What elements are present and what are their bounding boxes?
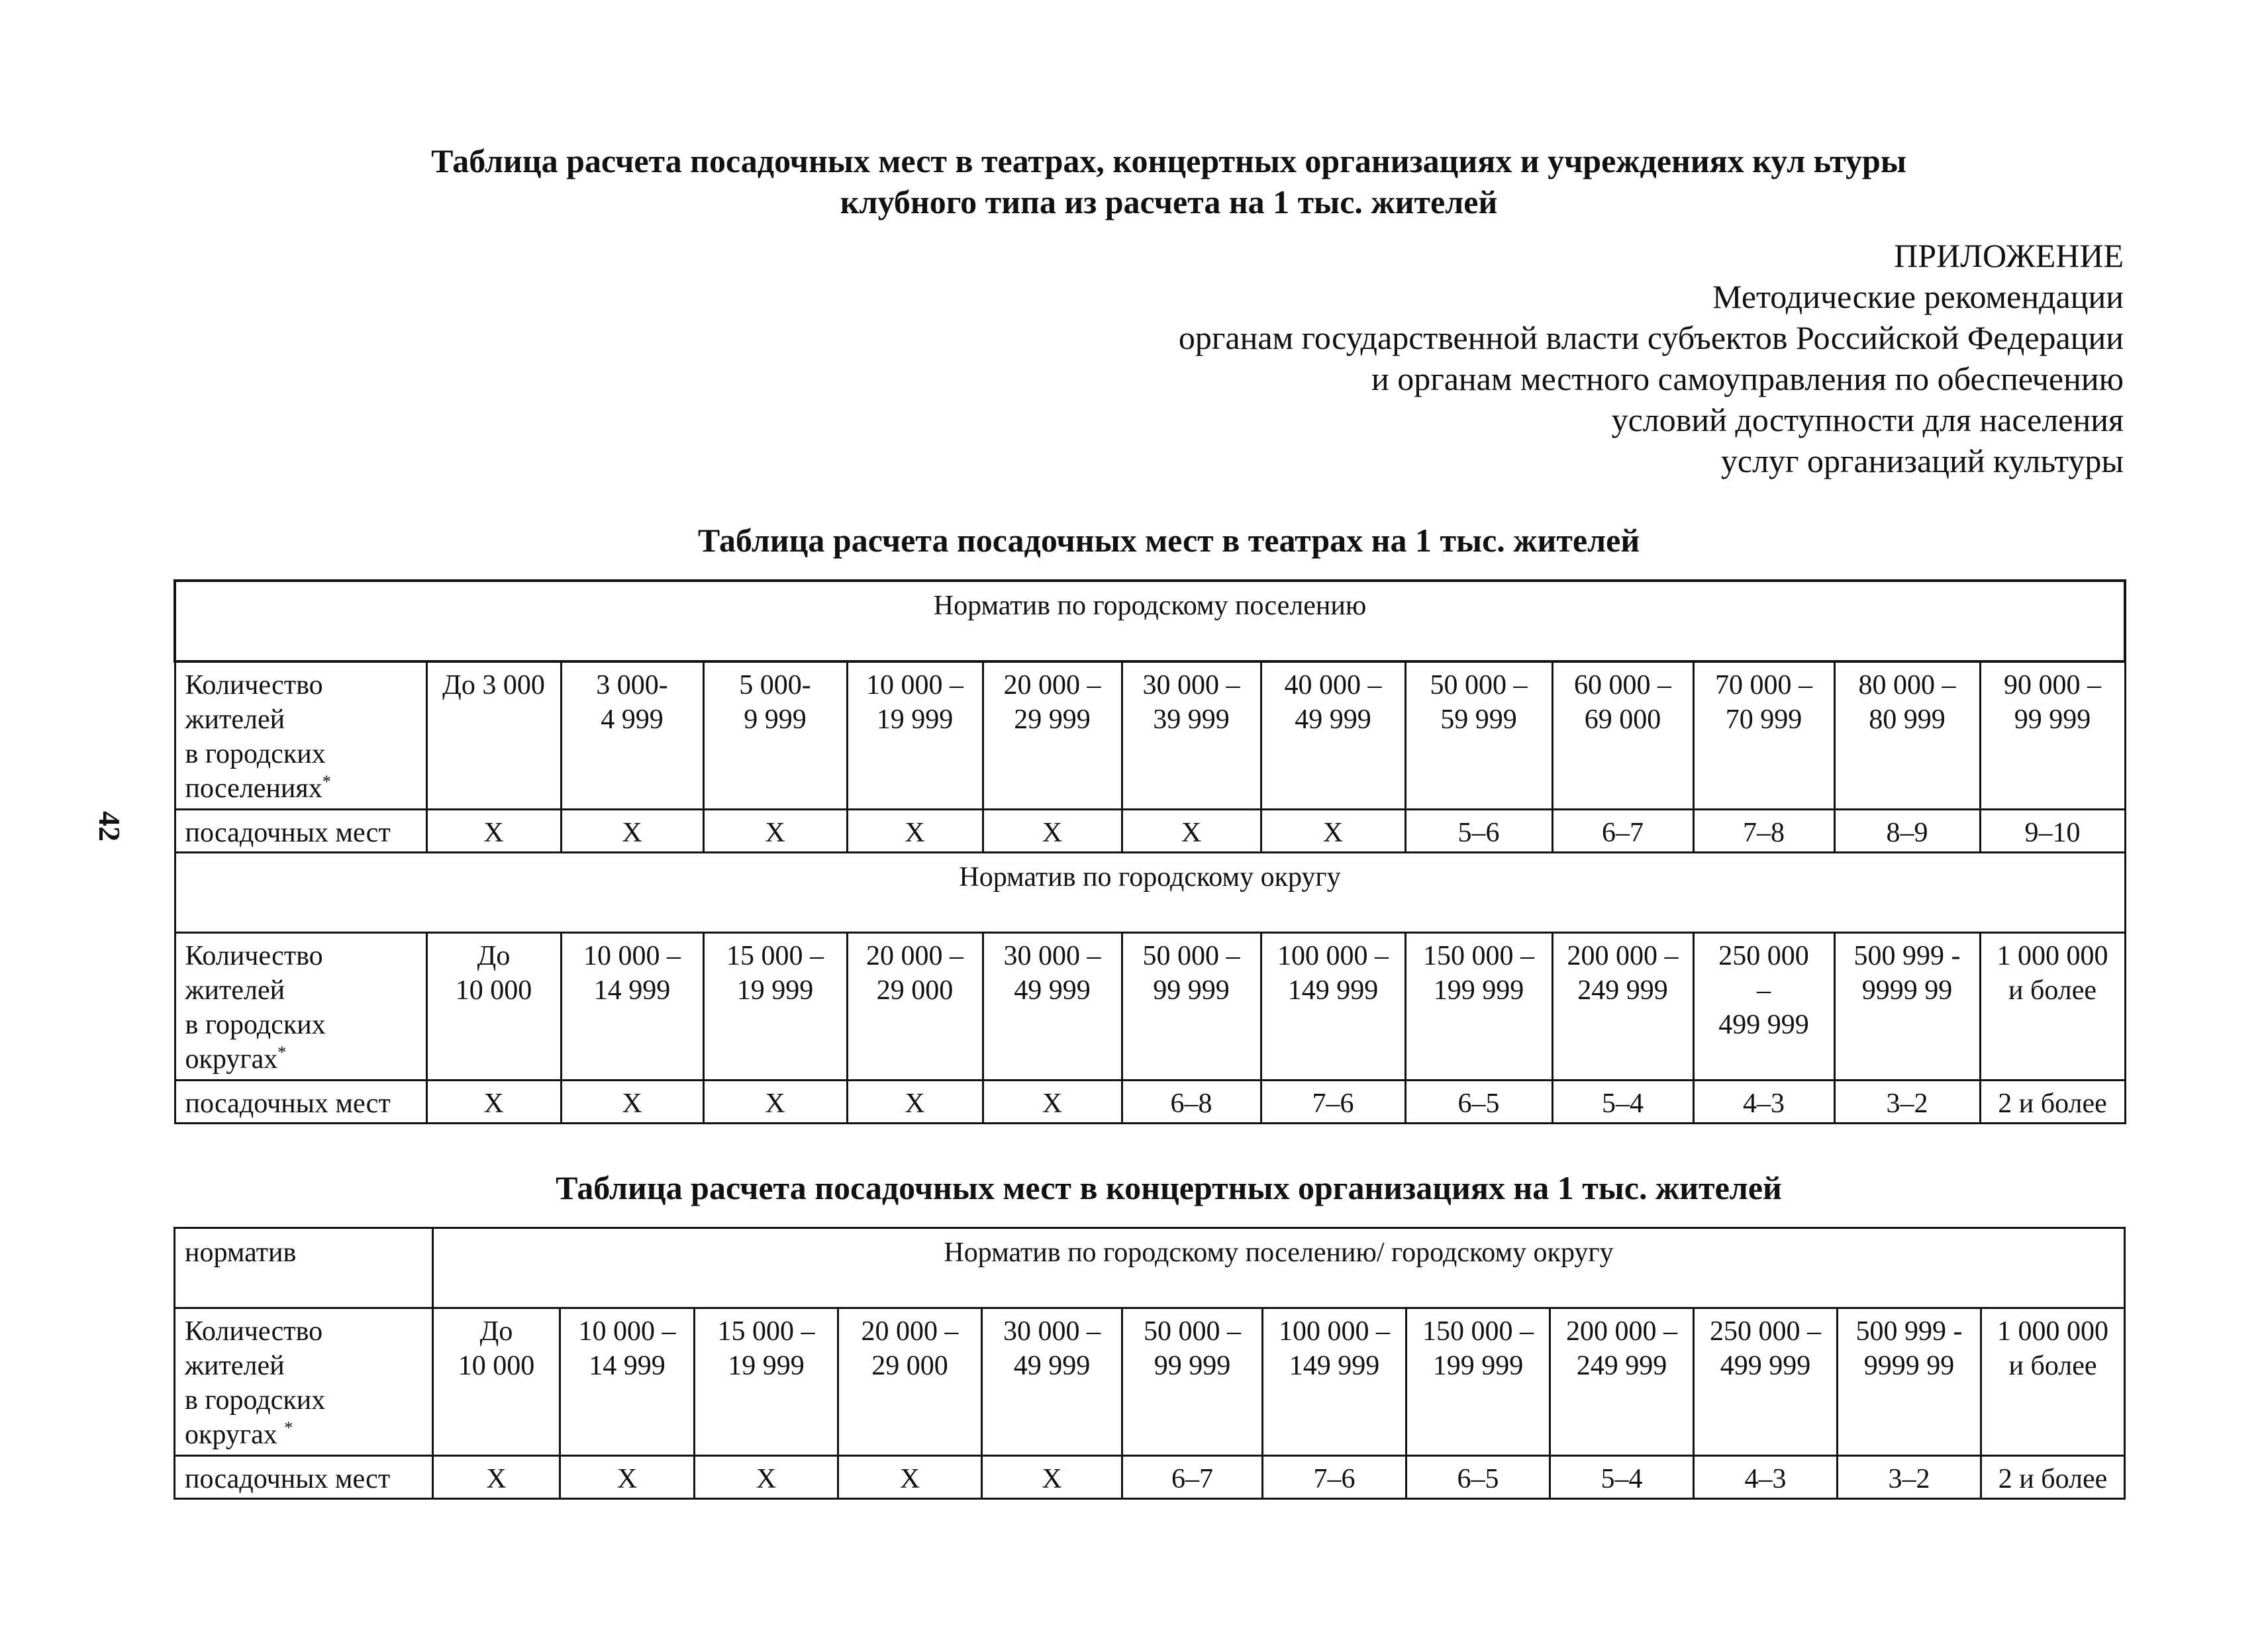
population-range-cell: 15 000 – 19 999 bbox=[695, 1308, 838, 1456]
seats-value-cell: 6–7 bbox=[1552, 810, 1693, 853]
population-range-cell: 30 000 – 39 999 bbox=[1122, 661, 1261, 810]
population-range-cell: 100 000 – 149 999 bbox=[1263, 1308, 1406, 1456]
seats-value-cell: 7–6 bbox=[1263, 1456, 1406, 1499]
footnote-marker: * bbox=[284, 1418, 293, 1437]
district-header-row bbox=[175, 853, 2125, 933]
population-range-cell: 250 000 – 499 999 bbox=[1693, 933, 1834, 1081]
seats-value-cell: 6–7 bbox=[1122, 1456, 1263, 1499]
seats-value-cell: 3–2 bbox=[1834, 1081, 1980, 1124]
population-range-cell: 15 000 – 19 999 bbox=[703, 933, 847, 1081]
concert-ranges-row bbox=[175, 1308, 2125, 1456]
footnote-marker: * bbox=[322, 772, 331, 791]
seats-value-cell: X bbox=[703, 810, 847, 853]
seats-value-cell: 7–8 bbox=[1693, 810, 1834, 853]
district-norm-header: Норматив по городскому округу bbox=[175, 853, 2125, 933]
settlement-norm-header: Норматив по городскому поселению bbox=[175, 581, 2125, 661]
seats-value-cell: 6–5 bbox=[1406, 1456, 1550, 1499]
seats-value-cell: 2 и более bbox=[1981, 1456, 2125, 1499]
population-range-cell: До 3 000 bbox=[426, 661, 561, 810]
seats-value-cell: X bbox=[847, 1081, 983, 1124]
concert-header-row bbox=[175, 1228, 2125, 1308]
settlement-seats-row bbox=[175, 810, 2125, 853]
district-ranges-row bbox=[175, 933, 2125, 1081]
concerts-table bbox=[173, 1227, 2126, 1500]
population-range-cell: 1 000 000 и более bbox=[1980, 933, 2125, 1081]
population-range-cell: 30 000 – 49 999 bbox=[982, 1308, 1122, 1456]
seats-label: посадочных мест bbox=[175, 1081, 426, 1124]
population-range-cell: 500 999 - 9999 99 bbox=[1834, 933, 1980, 1081]
seats-value-cell: X bbox=[695, 1456, 838, 1499]
appendix-line: Методические рекомендации bbox=[1712, 278, 2124, 315]
appendix-line: и органам местного самоуправления по обеспечению bbox=[1371, 360, 2124, 397]
seats-value-cell: 9–10 bbox=[1980, 810, 2125, 853]
norm-label: норматив bbox=[175, 1228, 433, 1308]
population-range-cell: 200 000 – 249 999 bbox=[1552, 933, 1693, 1081]
appendix-line: условий доступности для населения bbox=[1611, 401, 2124, 438]
main-title-line-2: клубного типа из расчета на 1 тыс. жителей bbox=[840, 183, 1498, 220]
concert-seats-row bbox=[175, 1456, 2125, 1499]
concerts-table-title: Таблица расчета посадочных мест в концертных организациях на 1 тыс. жителей bbox=[556, 1169, 1782, 1206]
seats-value-cell: X bbox=[847, 810, 983, 853]
seats-value-cell: 5–4 bbox=[1552, 1081, 1693, 1124]
population-range-cell: 3 000- 4 999 bbox=[561, 661, 703, 810]
seats-value-cell: X bbox=[426, 810, 561, 853]
population-range-cell: 20 000 – 29 999 bbox=[983, 661, 1122, 810]
population-range-cell: До 10 000 bbox=[433, 1308, 560, 1456]
population-range-cell: 250 000 – 499 999 bbox=[1694, 1308, 1838, 1456]
theaters-table-title: Таблица расчета посадочных мест в театрах на 1 тыс. жителей bbox=[697, 522, 1640, 559]
seats-value-cell: 7–6 bbox=[1261, 1081, 1405, 1124]
seats-value-cell: X bbox=[561, 810, 703, 853]
appendix-line: органам государственной власти субъектов Российской Федерации bbox=[1178, 319, 2124, 356]
population-range-cell: 5 000- 9 999 bbox=[703, 661, 847, 810]
population-range-cell: 50 000 – 99 999 bbox=[1122, 1308, 1263, 1456]
population-range-cell: 80 000 – 80 999 bbox=[1834, 661, 1980, 810]
population-range-cell: 50 000 – 59 999 bbox=[1405, 661, 1552, 810]
population-range-cell: 10 000 – 19 999 bbox=[847, 661, 983, 810]
population-range-cell: 20 000 – 29 000 bbox=[838, 1308, 982, 1456]
seats-value-cell: 2 и более bbox=[1980, 1081, 2125, 1124]
seats-value-cell: X bbox=[982, 1456, 1122, 1499]
population-range-cell: 200 000 – 249 999 bbox=[1550, 1308, 1694, 1456]
seats-label: посадочных мест bbox=[175, 1456, 433, 1499]
seats-value-cell: X bbox=[560, 1456, 695, 1499]
concert-norm-header: Норматив по городскому поселению/ городскому округу bbox=[433, 1228, 2125, 1308]
seats-value-cell: 8–9 bbox=[1834, 810, 1980, 853]
seats-value-cell: 5–6 bbox=[1405, 810, 1552, 853]
seats-value-cell: 6–5 bbox=[1405, 1081, 1552, 1124]
population-range-cell: 1 000 000 и более bbox=[1981, 1308, 2125, 1456]
district-seats-row bbox=[175, 1081, 2125, 1124]
footnote-marker: * bbox=[277, 1043, 287, 1062]
population-range-cell: 150 000 – 199 999 bbox=[1406, 1308, 1550, 1456]
settlement-ranges-row bbox=[175, 661, 2125, 810]
page-number: 42 bbox=[93, 811, 127, 842]
appendix-line: услуг организаций культуры bbox=[1720, 442, 2124, 479]
population-range-cell: 40 000 – 49 999 bbox=[1261, 661, 1405, 810]
population-range-cell: 100 000 – 149 999 bbox=[1261, 933, 1405, 1081]
population-range-cell: 20 000 – 29 000 bbox=[847, 933, 983, 1081]
population-range-cell: 90 000 – 99 999 bbox=[1980, 661, 2125, 810]
main-title bbox=[175, 140, 2162, 222]
seats-value-cell: X bbox=[1122, 810, 1261, 853]
population-range-cell: 30 000 – 49 999 bbox=[983, 933, 1122, 1081]
settlement-header-row bbox=[175, 581, 2125, 661]
population-range-cell: 70 000 – 70 999 bbox=[1693, 661, 1834, 810]
population-range-cell: До 10 000 bbox=[426, 933, 561, 1081]
seats-label: посадочных мест bbox=[175, 810, 426, 853]
main-title-line-1: Таблица расчета посадочных мест в театрах, концертных организациях и учреждениях кул ьтуры bbox=[431, 142, 1906, 179]
seats-value-cell: X bbox=[1261, 810, 1405, 853]
seats-value-cell: X bbox=[426, 1081, 561, 1124]
population-range-cell: 10 000 – 14 999 bbox=[560, 1308, 695, 1456]
population-range-cell: 60 000 – 69 000 bbox=[1552, 661, 1693, 810]
appendix-line: ПРИЛОЖЕНИЕ bbox=[1894, 237, 2124, 274]
population-range-cell: 150 000 – 199 999 bbox=[1405, 933, 1552, 1081]
seats-value-cell: X bbox=[983, 810, 1122, 853]
seats-value-cell: X bbox=[983, 1081, 1122, 1124]
seats-value-cell: X bbox=[838, 1456, 982, 1499]
concert-residents-label: Количество жителей в городских округах * bbox=[175, 1308, 433, 1456]
appendix-block bbox=[799, 235, 2124, 481]
theaters-table bbox=[173, 579, 2126, 1124]
district-residents-label: Количество жителей в городских округах* bbox=[175, 933, 426, 1081]
seats-value-cell: 5–4 bbox=[1550, 1456, 1694, 1499]
seats-value-cell: X bbox=[433, 1456, 560, 1499]
seats-value-cell: 4–3 bbox=[1694, 1456, 1838, 1499]
seats-value-cell: X bbox=[561, 1081, 703, 1124]
population-range-cell: 10 000 – 14 999 bbox=[561, 933, 703, 1081]
population-range-cell: 500 999 - 9999 99 bbox=[1838, 1308, 1981, 1456]
seats-value-cell: X bbox=[703, 1081, 847, 1124]
settlement-residents-label: Количество жителей в городских поселениях* bbox=[175, 661, 426, 810]
seats-value-cell: 6–8 bbox=[1122, 1081, 1261, 1124]
seats-value-cell: 3–2 bbox=[1838, 1456, 1981, 1499]
population-range-cell: 50 000 – 99 999 bbox=[1122, 933, 1261, 1081]
seats-value-cell: 4–3 bbox=[1693, 1081, 1834, 1124]
